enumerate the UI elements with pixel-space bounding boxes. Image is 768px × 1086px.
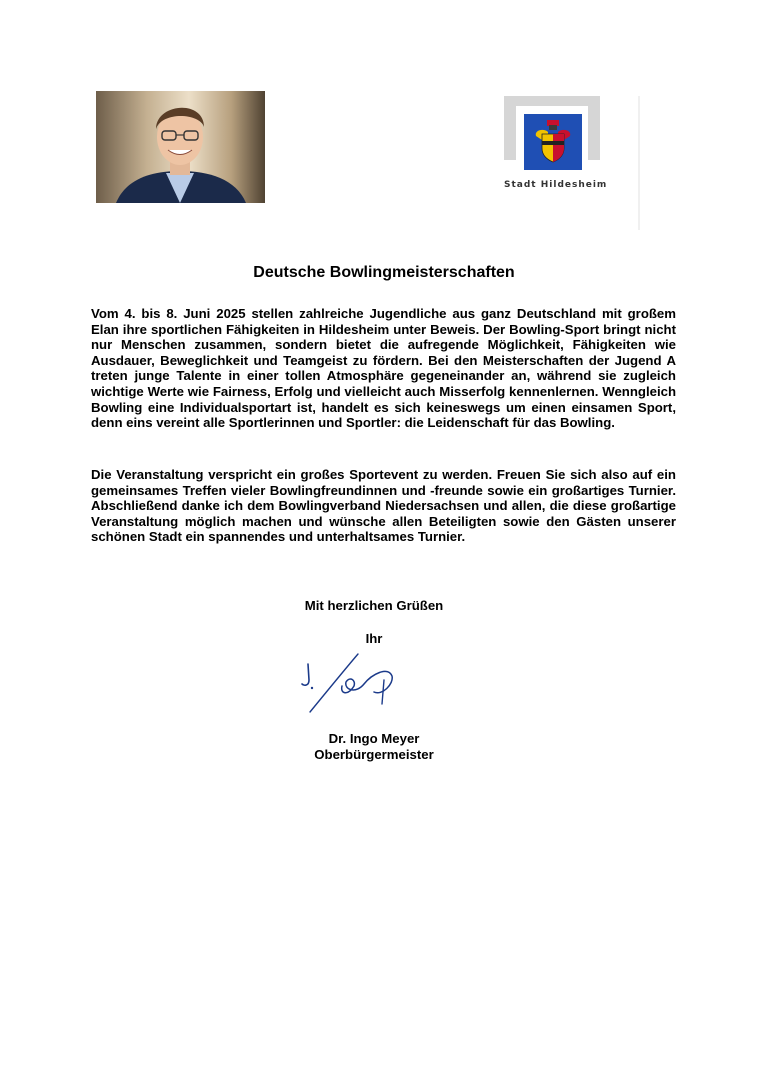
paragraph-intro: Vom 4. bis 8. Juni 2025 stellen zahlreiche Jugendliche aus ganz Deutschland mit großem Elan ihre sportlichen Fähigkeiten in Hildesheim unter Beweis. Der Bowling-Sport bringt nicht nur Menschen zusammen, sondern bietet die aufregende Möglichkeit, Fähigkeiten wie Ausdauer, Beweglichkeit und Teamgeist zu fördern. Bei den Meisterschaften der Jugend A treten junge Talente in einer tollen Atmosphäre gegeneinander an, während sie zugleich wichtige Werte wie Fairness, Erfolg und vielleicht auch Misserfolg kennenlernen. Wenngleich Bowling eine Individualsportart ist, handelt es sich keineswegs um einen einsamen Sport, denn eins vereint alle Sportlerinnen und Sportler: die Leidenschaft für das Bowling.	[91, 306, 676, 431]
closing-ihr: Ihr	[365, 631, 383, 646]
coat-of-arms-icon	[524, 114, 582, 170]
signer-role: Oberbürgermeister	[314, 747, 434, 762]
paragraph-closing: Die Veranstaltung verspricht ein großes Sportevent zu werden. Freuen Sie sich also auf ein gemeinsames Treffen vieler Bowlingfreundinnen und -freunde sowie ein großartiges Turnier. Abschließend danke ich dem Bowlingverband Niedersachsen und allen, die diese großartige Veranstaltung möglich machen und wünsche allen Beteiligten sowie den Gästen unserer schönen Stadt ein spannendes und unterhaltsames Turnier.	[91, 467, 676, 545]
closing-greeting: Mit herzlichen Grüßen	[304, 598, 444, 613]
logo-text: Stadt Hildesheim	[504, 180, 608, 190]
signature	[298, 650, 402, 716]
signer-name: Dr. Ingo Meyer	[328, 731, 420, 746]
city-logo	[504, 96, 642, 230]
mayor-portrait	[96, 91, 265, 203]
portrait-image	[96, 91, 265, 203]
letter-title: Deutsche Bowlingmeisterschaften	[253, 264, 515, 281]
logo-divider	[638, 96, 640, 230]
